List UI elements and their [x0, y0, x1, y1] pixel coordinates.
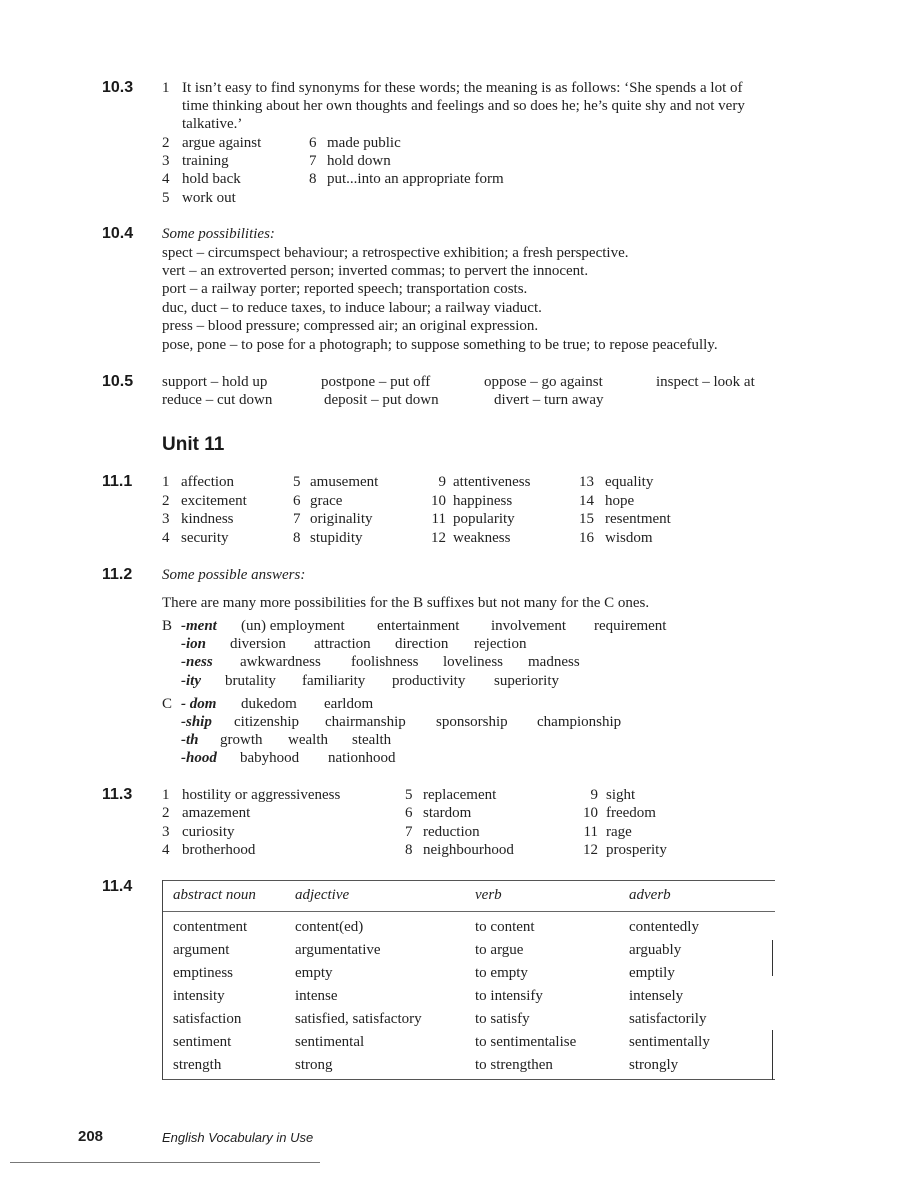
example-word: entertainment: [377, 618, 460, 634]
answer-text: hold down: [327, 153, 391, 169]
table-cell: emptily: [629, 965, 675, 981]
example-word: wealth: [288, 732, 328, 748]
item-number: 3: [162, 511, 170, 527]
table-cell: intense: [295, 988, 338, 1004]
synonym-pair: postpone – put off: [321, 374, 431, 390]
table-cell: to empty: [475, 965, 528, 981]
table-cell: to sentimentalise: [475, 1034, 577, 1050]
answer-text: sight: [606, 787, 636, 803]
example-word: foolishness: [351, 654, 419, 670]
answer-text: prosperity: [606, 842, 667, 858]
item-number: 6: [405, 805, 413, 821]
answer-text: affection: [181, 474, 235, 490]
example-word: attraction: [314, 636, 371, 652]
answer-text: wisdom: [605, 530, 653, 546]
answer-text: grace: [310, 493, 343, 509]
table-cell: to content: [475, 919, 535, 935]
table-cell: arguably: [629, 942, 682, 958]
unit-heading: Unit 11: [162, 434, 225, 455]
answer-line: pose, pone – to pose for a photograph; to suppose something to be true; to repose peacefully.: [162, 337, 718, 353]
answer-text: attentiveness: [453, 474, 531, 490]
table-cell: to satisfy: [475, 1011, 530, 1027]
table-rule: [163, 880, 775, 881]
example-word: chairmanship: [325, 714, 406, 730]
table-cell: satisfied, satisfactory: [295, 1011, 422, 1027]
answer-text: curiosity: [182, 824, 235, 840]
table-cell: satisfactorily: [629, 1011, 707, 1027]
example-word: productivity: [392, 673, 466, 689]
item-number: 7: [405, 824, 413, 840]
item-number: 7: [309, 153, 317, 169]
example-word: loveliness: [443, 654, 503, 670]
synonym-pair: deposit – put down: [324, 392, 439, 408]
exercise-label-11-4: 11.4: [102, 878, 133, 895]
item-number: 14: [579, 493, 594, 509]
answer-text: hold back: [182, 171, 241, 187]
item-number: 2: [162, 805, 170, 821]
answer-line: press – blood pressure; compressed air; an original expression.: [162, 318, 539, 334]
example-word: requirement: [594, 618, 667, 634]
suffix: -hood: [181, 750, 217, 766]
answer-text: freedom: [606, 805, 656, 821]
item-number: 3: [162, 824, 170, 840]
answer-text: amazement: [182, 805, 251, 821]
column-header: abstract noun: [173, 887, 256, 903]
answer-text: time thinking about her own thoughts and feelings and so does he; he’s quite shy and not very: [182, 98, 745, 114]
synonym-pair: reduce – cut down: [162, 392, 273, 408]
answer-text: stardom: [423, 805, 472, 821]
item-number: 11: [431, 511, 446, 527]
table-cell: intensity: [173, 988, 225, 1004]
example-word: championship: [537, 714, 622, 730]
item-number: 16: [579, 530, 594, 546]
synonym-pair: inspect – look at: [656, 374, 755, 390]
item-number: 8: [405, 842, 413, 858]
exercise-note: There are many more possibilities for the B suffixes but not many for the C ones.: [162, 595, 650, 611]
group-letter-b: B: [162, 618, 173, 634]
answer-text: equality: [605, 474, 654, 490]
item-number: 1: [162, 474, 170, 490]
item-number: 4: [162, 171, 170, 187]
table-rule: [772, 940, 773, 976]
table-cell: contentedly: [629, 919, 699, 935]
answer-text: happiness: [453, 493, 513, 509]
example-word: dukedom: [241, 696, 297, 712]
item-number: 3: [162, 153, 170, 169]
answer-text: stupidity: [310, 530, 363, 546]
answer-text: kindness: [181, 511, 234, 527]
example-word: superiority: [494, 673, 559, 689]
example-word: direction: [395, 636, 449, 652]
synonym-pair: support – hold up: [162, 374, 268, 390]
item-number: 9: [590, 787, 598, 803]
exercise-intro: Some possible answers:: [162, 567, 306, 583]
example-word: sponsorship: [436, 714, 508, 730]
item-number: 4: [162, 530, 170, 546]
answer-text: neighbourhood: [423, 842, 514, 858]
table-cell: satisfaction: [173, 1011, 242, 1027]
item-number: 5: [162, 190, 170, 206]
item-number: 8: [309, 171, 317, 187]
answer-text: amusement: [310, 474, 379, 490]
example-word: stealth: [352, 732, 392, 748]
example-word: citizenship: [234, 714, 299, 730]
item-number: 15: [579, 511, 594, 527]
example-word: nationhood: [328, 750, 396, 766]
answer-text: work out: [182, 190, 236, 206]
answer-text: argue against: [182, 135, 262, 151]
item-number: 9: [438, 474, 446, 490]
suffix: - dom: [181, 696, 217, 712]
answer-line: duc, duct – to reduce taxes, to induce labour; a railway viaduct.: [162, 300, 542, 316]
suffix: -ity: [181, 673, 201, 689]
example-word: familiarity: [302, 673, 366, 689]
group-letter-c: C: [162, 696, 173, 712]
answer-line: vert – an extroverted person; inverted commas; to pervert the innocent.: [162, 263, 589, 279]
item-number: 10: [431, 493, 446, 509]
example-word: growth: [220, 732, 263, 748]
example-word: diversion: [230, 636, 286, 652]
table-rule: [163, 1079, 775, 1080]
example-word: babyhood: [240, 750, 300, 766]
exercise-label-10-5: 10.5: [102, 373, 134, 390]
table-cell: strength: [173, 1057, 222, 1073]
table-cell: sentimental: [295, 1034, 365, 1050]
table-cell: to intensify: [475, 988, 543, 1004]
table-cell: to strengthen: [475, 1057, 553, 1073]
table-cell: sentiment: [173, 1034, 232, 1050]
item-number: 7: [293, 511, 301, 527]
table-cell: emptiness: [173, 965, 233, 981]
suffix: -ment: [181, 618, 217, 634]
answer-text: rage: [606, 824, 632, 840]
example-word: earldom: [324, 696, 374, 712]
item-number: 4: [162, 842, 170, 858]
item-number: 5: [293, 474, 301, 490]
exercise-intro: Some possibilities:: [162, 226, 275, 242]
answer-text: made public: [327, 135, 401, 151]
suffix: -th: [181, 732, 199, 748]
answer-text: put...into an appropriate form: [327, 171, 504, 187]
answer-text: It isn’t easy to find synonyms for these words; the meaning is as follows: ‘She spends a lot of: [182, 80, 743, 96]
suffix: -ion: [181, 636, 207, 652]
table-cell: empty: [295, 965, 333, 981]
example-word: rejection: [474, 636, 527, 652]
answer-text: reduction: [423, 824, 480, 840]
example-word: (un) employment: [241, 618, 345, 634]
answer-text: training: [182, 153, 229, 169]
footer-rule: [10, 1162, 320, 1163]
exercise-label-10-3: 10.3: [102, 79, 134, 96]
exercise-label-11-2: 11.2: [102, 566, 133, 583]
example-word: brutality: [225, 673, 276, 689]
answer-text: resentment: [605, 511, 671, 527]
table-cell: strong: [295, 1057, 333, 1073]
exercise-label-11-1: 11.1: [102, 473, 133, 490]
answer-line: port – a railway porter; reported speech; transportation costs.: [162, 281, 528, 297]
table-cell: intensely: [629, 988, 684, 1004]
table-cell: content(ed): [295, 919, 364, 935]
table-cell: sentimentally: [629, 1034, 710, 1050]
item-number: 6: [293, 493, 301, 509]
answer-text: replacement: [423, 787, 497, 803]
item-number: 6: [309, 135, 317, 151]
table-rule: [772, 1030, 773, 1080]
item-number: 5: [405, 787, 413, 803]
exercise-label-10-4: 10.4: [102, 225, 134, 242]
column-header: adverb: [629, 887, 671, 903]
answer-text: hope: [605, 493, 635, 509]
table-cell: contentment: [173, 919, 248, 935]
example-word: involvement: [491, 618, 566, 634]
suffix: -ness: [181, 654, 213, 670]
example-word: awkwardness: [240, 654, 321, 670]
word-forms-table: [162, 880, 775, 1080]
answer-text: weakness: [453, 530, 511, 546]
table-cell: argument: [173, 942, 230, 958]
synonym-pair: oppose – go against: [484, 374, 603, 390]
table-cell: to argue: [475, 942, 524, 958]
item-number: 12: [431, 530, 446, 546]
table-cell: strongly: [629, 1057, 679, 1073]
exercise-label-11-3: 11.3: [102, 786, 133, 803]
item-number: 13: [579, 474, 594, 490]
item-number: 1: [162, 80, 170, 96]
answer-text: brotherhood: [182, 842, 256, 858]
answer-text: originality: [310, 511, 373, 527]
page-number: 208: [78, 1128, 104, 1145]
answer-line: spect – circumspect behaviour; a retrospective exhibition; a fresh perspective.: [162, 245, 629, 261]
item-number: 10: [583, 805, 598, 821]
column-header: verb: [475, 887, 502, 903]
item-number: 2: [162, 493, 170, 509]
answer-text: talkative.’: [182, 116, 243, 132]
answer-text: security: [181, 530, 229, 546]
item-number: 1: [162, 787, 170, 803]
book-title: English Vocabulary in Use: [162, 1130, 314, 1145]
item-number: 2: [162, 135, 170, 151]
column-header: adjective: [295, 887, 350, 903]
table-rule: [163, 911, 775, 912]
example-word: madness: [528, 654, 580, 670]
table-cell: argumentative: [295, 942, 381, 958]
item-number: 8: [293, 530, 301, 546]
synonym-pair: divert – turn away: [494, 392, 604, 408]
item-number: 12: [583, 842, 598, 858]
item-number: 11: [583, 824, 598, 840]
answer-text: hostility or aggressiveness: [182, 787, 341, 803]
answer-text: excitement: [181, 493, 247, 509]
answer-text: popularity: [453, 511, 515, 527]
suffix: -ship: [181, 714, 212, 730]
